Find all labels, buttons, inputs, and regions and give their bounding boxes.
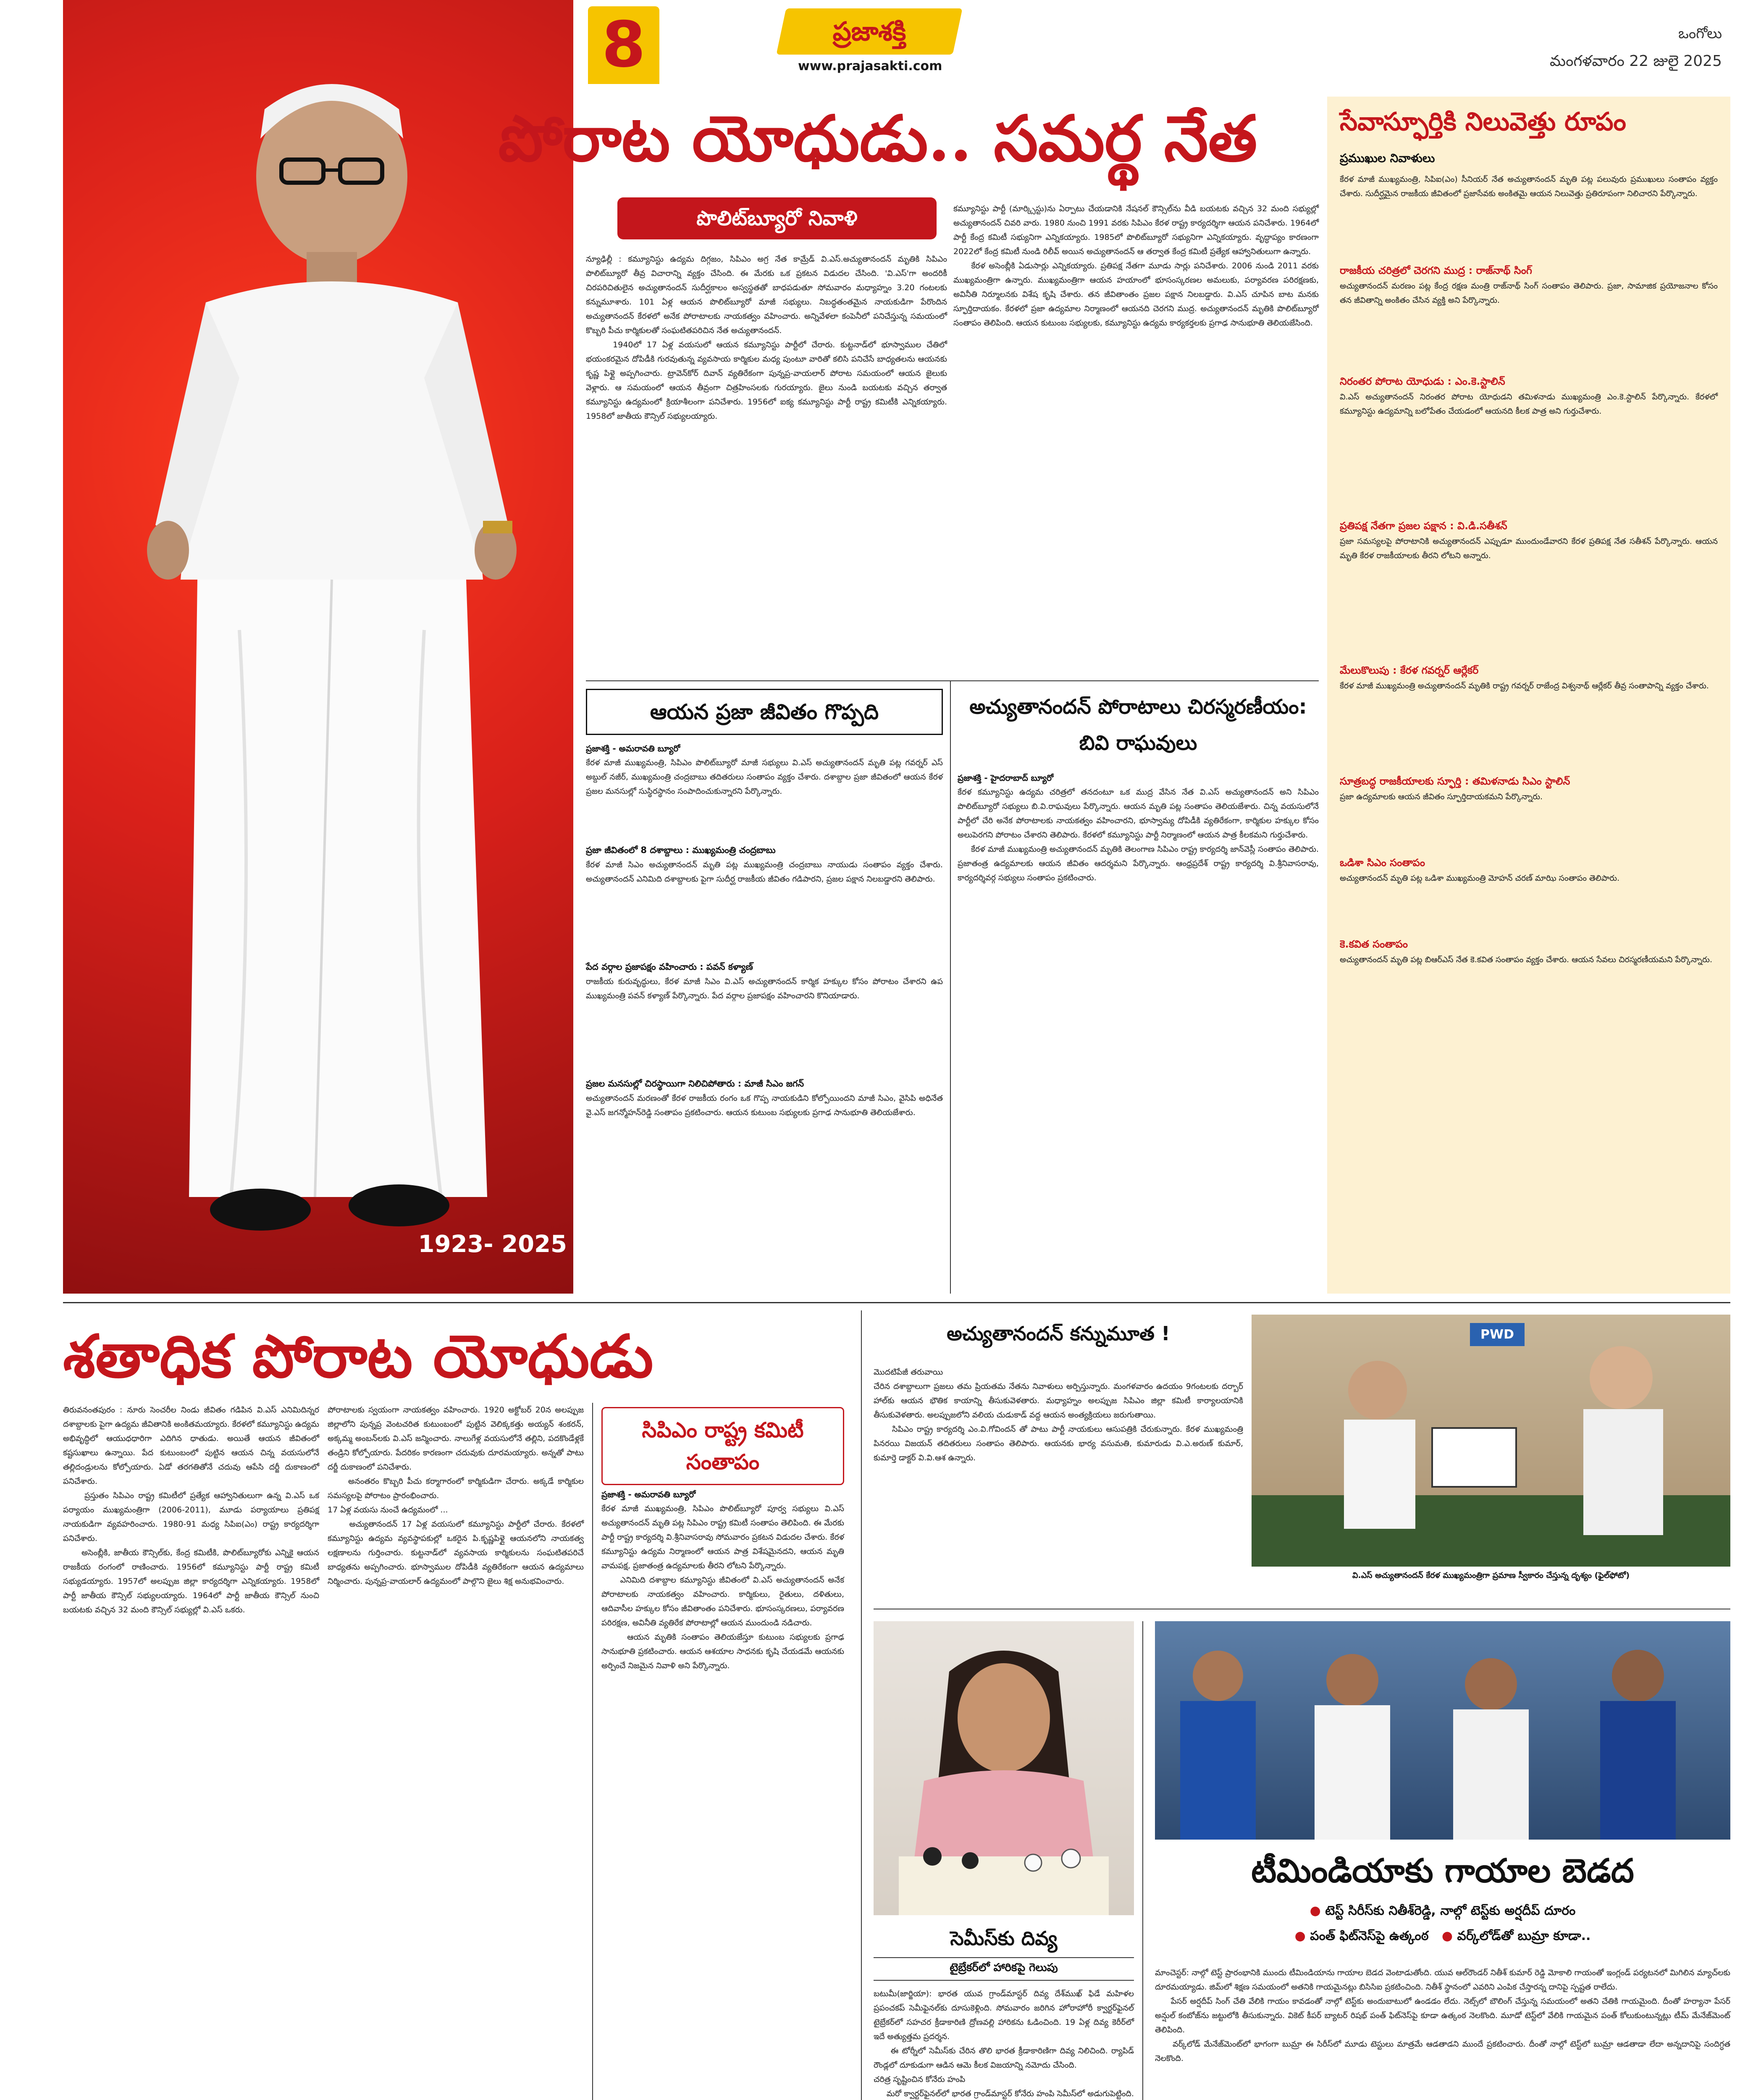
tribute-4 <box>1340 664 1718 767</box>
tribute-5 <box>1340 775 1718 848</box>
story-three-headline: అచ్యుతానందన్ పోరాటాలు చిరస్మరణీయం: బివి రాఘవులు <box>969 695 1307 755</box>
feature-body-col1: తిరువనంతపురం : నూరు సెంచరీల నిండు జీవితం గడిపిన వి.ఎస్ ఎనిమిదిన్నర దశాబ్దాలకు పైగా ఉద్యమ జీవితానికి అంకితమయ్యారు. కేరళలో కమ్యూనిస్టు ఉద్యమ అభివృద్ధిలో ఆయుధధారిగా ఎదిగిన ధాతుడు. అయితే ఆయన జీవితంలో కష్టసుఖాలు ఉన్నాయి. పేద కుటుంబంలో పుట్టిన ఆయన చిన్న వయసులోనే తల్లిదండ్రులను కోల్పోయారు. ఏడో తరగతితోనే చదువు ఆపేసి దర్జీ దుకాణంలో పనిచేశారు. ప్రస్తుతం సిపిఎం రాష్ట్ర కమిటీలో ప్రత్యేక ఆహ్వానితులుగా ఉన్న వి.ఎస్ ఒక పర్యాయం ముఖ్యమంత్రిగా (2006-2011), మూడు పర్యాయాలు ప్రతిపక్ష నాయకుడిగా వ్యవహరించారు. 1980-91 మధ్య సిపిఐ(ఎం) రాష్ట్ర కార్యదర్శిగా పనిచేశారు. అసెంబ్లీకి, జాతీయ కౌన్సిల్‌కు, కేంద్ర కమిటీకి, పొలిట్‌బ్యూరోకు ఎన్నికై ఆయన రాజకీయ రంగంలో రాణించారు. 1956లో కమ్యూనిస్టు పార్టీ రాష్ట్ర కమిటీ సభ్యుడయ్యారు. 1957లో అలప్పుజ జిల్లా కార్యదర్శిగా ఎన్నికయ్యారు. 1958లో పార్టీ జాతీయ కౌన్సిల్ సభ్యులయ్యారు. 1964లో పార్టీ జాతీయ కౌన్సిల్ నుంచి బయటకు వచ్చిన 32 మంది కౌన్సిల్ సభ్యుల్లో వి.ఎస్ ఒకరు. <box>63 1405 319 1614</box>
cricket-headline: టీమిండియాకు గాయాల బెడద <box>1251 1852 1634 1890</box>
swearing-in-illustration <box>1252 1315 1730 1567</box>
tribute-title: ఒడిశా సిఎం సంతాపం <box>1340 857 1425 869</box>
tribute-7 <box>1340 938 1718 1028</box>
website: www.prajasakti.com <box>798 59 942 74</box>
sidebar-headline: సేవాస్ఫూర్తికి నిలువెత్తు రూపం <box>1340 107 1626 136</box>
cricketers-illustration <box>1155 1621 1730 1840</box>
tribute-title: కె.కవిత సంతాపం <box>1340 938 1408 950</box>
story-three-content <box>958 773 1319 1294</box>
tribute-text: ప్రజా సమస్యలపై పోరాటానికి అచ్యుతానందన్ ఎప్పుడూ ముందుండేవారని కేరళ ప్రతిపక్ష నేత సతీశన్ పేర్కొన్నారు. ఆయన మృతి కేరళ రాజకీయాలకు తీరని లోటని అన్నారు. <box>1340 537 1721 560</box>
tribute-title: నిరంతర పోరాట యోధుడు : ఎం.కె.స్టాలిన్ <box>1340 375 1505 387</box>
story-two-sub3: ప్రజల మనసుల్లో చిరస్థాయిగా నిలిచిపోతారు : మాజీ సిఎం జగన్ <box>586 1079 804 1089</box>
divider <box>861 1310 862 2100</box>
death-headline: అచ్యుతానందన్ కన్నుమూత ! <box>947 1322 1170 1345</box>
divider <box>950 680 951 1294</box>
bullet-dot-icon: ● <box>1294 1929 1306 1943</box>
divider <box>1142 1621 1143 2100</box>
bullet-text: వర్క్‌లోడ్‌తో బుమ్రా కూడా.. <box>1457 1929 1591 1943</box>
condolence-body: కేరళ మాజీ ముఖ్యమంత్రి, సిపిఎం పొలిట్‌బ్యూరో పూర్వ సభ్యులు వి.ఎస్ అచ్యుతానందన్ మృతి పట్ల సిపిఎం రాష్ట్ర కమిటీ సంతాపం తెలిపింది. ఈ మేరకు పార్టీ రాష్ట్ర కార్యదర్శి వి.శ్రీనివాసరావు సోమవారం ప్రకటన విడుదల చేశారు. కేరళ కమ్యూనిస్టు ఉద్యమ నిర్మాణంలో ఆయన పాత్ర విశేషమైనదని, ఆయన మృతి వామపక్ష, ప్రజాతంత్ర ఉద్యమాలకు తీరని లోటని పేర్కొన్నారు. ఎనిమిది దశాబ్దాల కమ్యూనిస్టు జీవితంలో వి.ఎస్ అచ్యుతానందన్ అనేక పోరాటాలకు నాయకత్వం వహించారు. కార్మికులు, రైతులు, దళితులు, ఆదివాసీల హక్కుల కోసం జీవితాంతం పనిచేశారు. భూసంస్కరణలు, పర్యావరణ పరిరక్షణ, అవినీతి వ్యతిరేక పోరాటాల్లో ఆయన ముందుండి నడిచారు. ఆయన మృతికి సంతాపం తెలియజేస్తూ కుటుంబ సభ్యులకు ప్రగాఢ సానుభూతి ప్రకటించారు. ఆయన ఆశయాల సాధనకు కృషి చేయడమే ఆయనకు అర్పించే నిజమైన నివాళి అని పేర్కొన్నారు. <box>601 1504 844 1670</box>
chess-subhead: టైబ్రేకర్‌లో హారికపై గెలుపు <box>874 1957 1134 1981</box>
feature-body-col2: పోరాటాలకు స్వయంగా నాయకత్వం వహించారు. 1920 అక్టోబర్ 20న అలప్పుజ జిల్లాలోని పున్నప్ర వెంటచరిత కుటుంబంలో పుట్టిన వెలిక్కకత్తు అయ్యన్ శంకరన్, అక్కమ్మ అంబన్‌లకు వి.ఎస్ జన్మించారు. నాలుగేళ్ల వయసులోనే తల్లిని, పదకొండేళ్లకే తండ్రిని కోల్పోయారు. పేదరికం కారణంగా చదువుకు దూరమయ్యారు. అన్నతో పాటు దర్జీ దుకాణంలో పనిచేశారు. అనంతరం కొబ్బరి పీచు కర్మాగారంలో కార్మికుడిగా చేరారు. అక్కడే కార్మికుల సమస్యలపై పోరాటం ప్రారంభించారు. 17 ఏళ్ల వయసు నుంచే ఉద్యమంలో ... అచ్యుతానందన్ 17 ఏళ్ల వయసులో కమ్యూనిస్టు పార్టీలో చేరారు. కేరళలో కమ్యూనిస్టు ఉద్యమ వ్యవస్థాపకుల్లో ఒకరైన పి.కృష్ణపిళ్లై ఆయనలోని నాయకత్వ లక్షణాలను గుర్తించారు. కుట్టనాడ్‌లో వ్యవసాయ కార్మికులను సంఘటితపరిచే బాధ్యతను అప్పగించారు. భూస్వాముల దోపిడీకి వ్యతిరేకంగా ఆయన ఉద్యమాలు నిర్మించారు. పున్నప్ర-వాయలార్ ఉద్యమంలో పాల్గొని జైలు శిక్ష అనుభవించారు. <box>328 1405 584 1586</box>
condolence-title-box <box>601 1407 844 1485</box>
story-two-headline-box <box>586 689 943 735</box>
story-three-body: కేరళ కమ్యూనిస్టు ఉద్యమ చరిత్రలో తనదంటూ ఒక ముద్ర వేసిన నేత వి.ఎస్ అచ్యుతానందన్ అని సిపిఎం పొలిట్‌బ్యూరో సభ్యులు బి.వి.రాఘవులు పేర్కొన్నారు. ఆయన మృతి పట్ల సంతాపం తెలియజేశారు. చిన్న వయసులోనే పార్టీలో చేరి అనేక పోరాటాలకు నాయకత్వం వహించారని, భూస్వామ్య దోపిడీకి వ్యతిరేకంగా, కార్మికుల హక్కుల కోసం అలుపెరగని పోరాటం చేశారని తెలిపారు. కేరళలో కమ్యూనిస్టు పార్టీ నిర్మాణంలో ఆయన పాత్ర కీలకమని గుర్తుచేశారు. కేరళ మాజీ ముఖ్యమంత్రి అచ్యుతానందన్ మృతికి తెలంగాణ సిపిఎం రాష్ట్ర కార్యదర్శి జాన్‌వెస్లీ సంతాపం తెలిపారు. ప్రజాతంత్ర ఉద్యమాలకు ఆయన జీవితం ఆదర్శమని పేర్కొన్నారు. ఆంధ్రప్రదేశ్ రాష్ట్ర కార్యదర్శి వి.శ్రీనివాసరావు, కార్యదర్శివర్గ సభ్యులు సంతాపం ప్రకటించారు. <box>958 788 1319 882</box>
story-two-sub2: పేద వర్గాల ప్రజాపక్షం వహించారు : పవన్ కళ్యాణ్ <box>586 962 753 972</box>
story-two-sub1: ప్రజా జీవితంలో 8 దశాబ్దాలు : ముఖ్యమంత్రి చంద్రబాబు <box>586 845 776 855</box>
edition-name: ఒంగోలు <box>1678 25 1722 42</box>
tribute-title: రాజకీయ చరిత్రలో చెరగని ముద్ర : రాజ్‌నాథ్ సింగ్ <box>1340 265 1532 276</box>
tribute-title: మేలుకొలుపు : కేరళ గవర్నర్ ఆర్లేకర్ <box>1340 664 1479 676</box>
tribute-text: అచ్యుతానందన్ మృతి పట్ల బిఆర్ఎస్ నేత కె.కవిత సంతాపం వ్యక్తం చేశారు. ఆయన సేవలు చిరస్మరణీయమని పేర్కొన్నారు. <box>1340 955 1713 964</box>
bullet-dot-icon: ● <box>1310 1903 1321 1918</box>
story-two-body: కేరళ మాజీ ముఖ్యమంత్రి, సిపిఎం పొలిట్‌బ్యూరో మాజీ సభ్యులు వి.ఎస్ అచ్యుతానందన్ మృతి పట్ల గవర్నర్ ఎస్ అబ్దుల్ నజీర్, ముఖ్యమంత్రి చంద్రబాబు తదితరులు సంతాపం వ్యక్తం చేశారు. దశాబ్దాల ప్రజా జీవితంలో ఆయన కేరళ ప్రజల మనసుల్లో సుస్థిరస్థానం సంపాదించుకున్నారని పేర్కొన్నారు. <box>586 758 946 796</box>
issue-date: మంగళవారం 22 జులై 2025 <box>1549 52 1722 70</box>
chess-player-illustration <box>874 1621 1134 1915</box>
sidebar-intro: కేరళ మాజీ ముఖ్యమంత్రి, సిపిఐ(ఎం) సీనియర్ నేత అచ్యుతానందన్ మృతి పట్ల పలువురు ప్రముఖులు సంతాపం వ్యక్తం చేశారు. సుదీర్ఘమైన రాజకీయ జీవితంలో ప్రజాసేవకు అంకితమై ఆయన నిలువెత్తు ప్రతిరూపంగా నిలిచారని పేర్కొన్నారు. <box>1340 175 1721 198</box>
chess-headline: సెమీస్‌కు దివ్య <box>950 1927 1058 1950</box>
tribute-text: ప్రజా ఉద్యమాలకు ఆయన జీవితం స్ఫూర్తిదాయకమని పేర్కొన్నారు. <box>1340 792 1543 801</box>
death-body: మొదటిపేజీ తరువాయి చేరిన దశాబ్దాలుగా ప్రజలు తమ ప్రియతమ నేతను నివాళులు అర్పిస్తున్నారు. మంగళవారం ఉదయం 9గంటలకు దర్బార్ హాల్‌కు ఆయన భౌతిక కాయాన్ని తీసుకువెళతారు. మధ్యాహ్నం అలప్పుజ సిపిఎం జిల్లా కమిటీ కార్యాలయానికి తీసుకువెళతారు. అలప్పుజలోని వలియ చుడుకాడ్ వద్ద ఆయన అంత్యక్రియలు జరుగుతాయి. సిపిఎం రాష్ట్ర కార్యదర్శి ఎం.వి.గోవిందన్ తో పాటు పార్టీ నాయకులు ఆసుపత్రికి చేరుకున్నారు. కేరళ ముఖ్యమంత్రి పినరయి విజయన్ తదితరులు సంతాపం తెలిపారు. ఆయనకు భార్య వసుమతి, కుమారుడు వి.ఎ.అరుణ్ కుమార్, కుమార్తె డాక్టర్ వి.వి.ఆశ ఉన్నారు. <box>874 1368 1243 1462</box>
tribute-text: అచ్యుతానందన్ మృతి పట్ల ఒడిశా ముఖ్యమంత్రి మోహన్ చరణ్ మాఝి సంతాపం తెలిపారు. <box>1340 874 1620 883</box>
page-number: 8 <box>601 8 646 81</box>
story-two-body3: రాజకీయ కురువృద్ధులు, కేరళ మాజీ సిఎం వి.ఎస్ అచ్యుతానందన్ కార్మిక హక్కుల కోసం పోరాటం చేశారని ఉప ముఖ్యమంత్రి పవన్ కళ్యాణ్ పేర్కొన్నారు. పేద వర్గాల ప్రజాపక్షం వహించారని కొనియాడారు. <box>586 977 946 1000</box>
story-two-headline: ఆయన ప్రజా జీవితం గొప్పది <box>650 700 879 724</box>
cricket-body: మాంచెస్టర్: నాల్గో టెస్ట్ ప్రారంభానికి ముందు టీమిండియాను గాయాల బెడద వెంటాడుతోంది. యువ ఆల్‌రౌండర్ నితీశ్ కుమార్ రెడ్డి మోకాలి గాయంతో ఇంగ్లండ్ పర్యటనలో మిగిలిన మ్యాచ్‌లకు దూరమయ్యాడు. జిమ్‌లో శిక్షణ సమయంలో అతనికి గాయమైనట్లు బిసిసిఐ ప్రకటించింది. నితీశ్ స్థానంలో ఎవరిని ఎంపిక చేస్తారన్న దానిపై స్పష్టత రాలేదు. పేసర్ అర్షదీప్ సింగ్ చేతి వేలికి గాయం కావడంతో నాల్గో టెస్ట్‌కు అందుబాటులో ఉండడం లేదు. నెట్స్‌లో బౌలింగ్ చేస్తున్న సమయంలో అతని చేతికి గాయమైంది. దీంతో హర్యానా పేసర్ అన్షుల్ కంబోజ్‌ను జట్టులోకి తీసుకున్నారు. వికెట్ కీపర్ బ్యాటర్ రిషభ్ పంత్ ఫిట్‌నెస్‌పై కూడా ఉత్కంఠ నెలకొంది. మూడో టెస్ట్‌లో వేలికి గాయమైన పంత్ కోలుకుంటున్నట్లు టీమ్ మేనేజ్‌మెంట్ తెలిపింది. వర్క్‌లోడ్ మేనేజ్‌మెంట్‌లో భాగంగా బుమ్రా ఈ సిరీస్‌లో మూడు టెస్టులు మాత్రమే ఆడతాడని ముందే ప్రకటించారు. దీంతో నాల్గో టెస్ట్‌లో బుమ్రా ఆడతాడా లేదా అన్నదానిపై సందిగ్ధత నెలకొంది. <box>1155 1968 1730 2063</box>
story-three-dateline: ప్రజాశక్తి - హైదరాబాద్ బ్యూరో <box>958 773 1054 783</box>
cricket-bullet-1 <box>1155 1898 1730 1924</box>
sidebar-panel <box>1327 97 1730 1294</box>
story-two-content <box>586 743 946 1294</box>
vs-achuthanandan-portrait <box>63 0 573 1294</box>
tribute-title: సూత్రబద్ధ రాజకీయాలకు స్ఫూర్తి : తమిళనాడు సిఎం స్టాలిన్ <box>1340 775 1570 787</box>
swearing-in-caption: వి.ఎస్ అచ్యుతానందన్ కేరళ ముఖ్యమంత్రిగా ప్రమాణ స్వీకారం చేస్తున్న దృశ్యం (ఫైల్‌ఫోటో) <box>1352 1571 1630 1580</box>
tribute-title: ప్రతిపక్ష నేతగా ప్రజల పక్షాన : వి.డి.సతీశన్ <box>1340 520 1507 532</box>
tribute-2 <box>1340 375 1721 512</box>
lead-photo-panel <box>63 0 573 1294</box>
sidebar-subhead: ప్రముఖుల నివాళులు <box>1340 151 1435 165</box>
tribute-6 <box>1340 857 1718 930</box>
tribute-text: అచ్యుతానందన్ మరణం పట్ల కేంద్ర రక్షణ మంత్రి రాజ్‌నాథ్ సింగ్ సంతాపం తెలిపారు. ప్రజా, సామాజిక ప్రయోజనాల కోసం తన జీవితాన్ని అంకితం చేసిన వ్యక్తి అని పేర్కొన్నారు. <box>1340 281 1721 305</box>
lead-kicker <box>617 197 937 239</box>
section-divider <box>63 1302 1730 1303</box>
cricket-bullet-row <box>1155 1924 1730 1949</box>
condolence-title: సిపిఎం రాష్ట్ర కమిటీ సంతాపం <box>642 1418 804 1474</box>
story-two-body4: అచ్యుతానందన్ మరణంతో కేరళ రాజకీయ రంగం ఒక గొప్ప నాయకుడిని కోల్పోయిందని మాజీ సిఎం, వైసిపి అధినేత వై.ఎస్ జగన్మోహన్‌రెడ్డి సంతాపం ప్రకటించారు. ఆయన కుటుంబ సభ్యులకు ప్రగాఢ సానుభూతి తెలియజేశారు. <box>586 1094 946 1117</box>
bullet-dot-icon: ● <box>1441 1929 1453 1943</box>
masthead-logo <box>776 8 962 55</box>
divya-photo <box>874 1621 1134 1915</box>
lead-body-col2: కమ్యూనిస్టు పార్టీ (మార్క్సిస్టు)ను ఏర్పాటు చేయడానికి నేషనల్ కౌన్సిల్‌ను వీడి బయటకు వచ్చిన 32 మంది సభ్యుల్లో అచ్యుతానందన్ చివరి వారు. 1980 నుంచి 1991 వరకు సిపిఎం కేరళ రాష్ట్ర కార్యదర్శిగా ఆయన పనిచేశారు. 1964లో పార్టీ కేంద్ర కమిటీ సభ్యునిగా ఎన్నికయ్యారు. 1985లో పొలిట్‌బ్యూరో సభ్యునిగా ఎన్నికయ్యారు. వృద్ధాప్యం కారణంగా 2022లో కేంద్ర కమిటీ నుండి రిలీవ్ అయిన అచ్యుతానందన్ ఆ తర్వాత కేంద్ర కమిటీ ప్రత్యేక ఆహ్వానితులుగా ఉన్నారు. కేరళ అసెంబ్లీకి ఏడుసార్లు ఎన్నికయ్యారు. ప్రతిపక్ష నేతగా మూడు సార్లు పనిచేశారు. 2006 నుండి 2011 వరకు ముఖ్యమంత్రిగా ఉన్నారు. ముఖ్యమంత్రిగా ఆయన హయాంలో భూసంస్కరణల అమలుకు, పర్యావరణ పరిరక్షణకు, అవినీతి నిర్మూలనకు విశేష కృషి చేశారు. తన జీవితాంతం ప్రజల పక్షాన నిలబడ్డారు. వి.ఎస్ చూపిన బాట మనకు స్ఫూర్తిదాయకం. కేరళలో ప్రజా ఉద్యమాల నిర్మాణంలో ఆయనది చెరగని ముద్ర. అచ్యుతానందన్ మృతికి పొలిట్‌బ్యూరో సంతాపం తెలిపింది. ఆయన కుటుంబ సభ్యులకు, కమ్యూనిస్టు ఉద్యమ కార్యకర్తలకు ప్రగాఢ సానుభూతి తెలియజేసింది. <box>953 204 1319 328</box>
paper-name: ప్రజాశక్తి <box>832 16 906 47</box>
story-two-dateline: ప్రజాశక్తి - అమరావతి బ్యూరో <box>586 743 680 753</box>
chess-body: బటుమీ(జార్జియా): భారత యువ గ్రాండ్‌మాస్టర్ దివ్య దేశ్‌ముఖ్ ఫిడే మహిళల ప్రపంచకప్ సెమీఫైనల్‌కు దూసుకెళ్లింది. సోమవారం జరిగిన హోరాహోరీ క్వార్టర్‌ఫైనల్ టైబ్రేకర్‌లో సహచర క్రీడాకారిణి ద్రోణవల్లి హారికను ఓడించింది. 19 ఏళ్ల దివ్య కెరీర్‌లో ఇదే అత్యుత్తమ ప్రదర్శన. ఈ టోర్నీలో సెమీస్‌కు చేరిన తొలి భారత క్రీడాకారిణిగా దివ్య నిలిచింది. ర్యాపిడ్ రౌండ్లలో దూకుడుగా ఆడిన ఆమె కీలక విజయాన్ని నమోదు చేసింది. చరిత్ర సృష్టించిన కోనేరు హంపి మరో క్వార్టర్‌ఫైనల్‌లో భారత గ్రాండ్‌మాస్టర్ కోనేరు హంపి సెమీస్‌లో అడుగుపెట్టింది. <box>874 1989 1134 2098</box>
condolence-dateline: ప్రజాశక్తి - అమరావతి బ్యూరో <box>601 1489 696 1499</box>
bullet-text: పంత్ ఫిట్‌నెస్‌పై ఉత్కంఠ <box>1310 1929 1429 1943</box>
kicker-text: పొలిట్‌బ్యూరో నివాళి <box>696 207 858 230</box>
photo-years: 1923- 2025 <box>418 1231 567 1258</box>
divider <box>586 680 1319 681</box>
swearing-in-photo <box>1252 1315 1730 1567</box>
condolence-box <box>592 1403 853 2100</box>
feature-headline: శతాధిక పోరాట యోధుడు <box>63 1322 653 1391</box>
story-two-body2: కేరళ మాజీ సిఎం అచ్యుతానందన్ మృతి పట్ల ముఖ్యమంత్రి చంద్రబాబు నాయుడు సంతాపం వ్యక్తం చేశారు. అచ్యుతానందన్ ఎనిమిది దశాబ్దాలకు పైగా సుదీర్ఘ రాజకీయ జీవితం గడిపారని, ప్రజల పక్షాన నిలబడ్డారని తెలిపారు. <box>586 860 946 884</box>
lead-body-col1: న్యూఢిల్లీ : కమ్యూనిస్టు ఉద్యమ దిగ్గజం, సిపిఎం అగ్ర నేత కామ్రేడ్ వి.ఎస్.అచ్యుతానందన్ మృతికి సిపిఎం పొలిట్‌బ్యూరో తీవ్ర విచారాన్ని వ్యక్తం చేసింది. ఈ మేరకు ఒక ప్రకటన విడుదల చేసింది. 'వి.ఎస్'గా అందరికీ చిరపరిచితులైన అచ్యుతానందన్ సుదీర్ఘకాలం అస్వస్థతతో బాధపడుతూ సోమవారం మధ్యాహ్నం 3.20 గంటలకు కన్నుమూశారు. 101 ఏళ్ల ఆయన పొలిట్‌బ్యూరో మాజీ సభ్యులు. నిబద్ధతంతమైన నాయకుడిగా పేరొందిన అచ్యుతానందన్ కేరళలో అనేక పోరాటాలకు నాయకత్వం వహించారు. అన్నివేళలా కంపెనీలో పనిచేస్తున్న సమయంలో కొబ్బరి పీచు కార్మికులతో సంఘటితపరిచిన నేత అచ్యుతానందన్. 1940లో 17 ఏళ్ల వయసులో ఆయన కమ్యూనిస్టు పార్టీలో చేరారు. కుట్టనాడ్‌లో భూస్వాముల చేతిలో భయంకరమైన దోపిడీకి గురవుతున్న వ్యవసాయ కార్మికుల మధ్య పుంటూ వారితో కలిసి పనిచేసే బాధ్యతలను ఆయనకు కృష్ణ పిళ్లై అప్పగించారు. ట్రావెన్‌కోర్ దివాన్ వ్యతిరేకంగా పున్నప్ర-వాయలార్ పోరాట సమయంలో ఆయన జైలుకు వెళ్లారు. ఆ సమయంలో ఆయన తీవ్రంగా చిత్రహింసలకు గురయ్యారు. జైలు నుండి బయటకు వచ్చిన తర్వాత కమ్యూనిస్టు ఉద్యమంలో క్రియాశీలంగా పనిచేశారు. 1956లో ఐక్య కమ్యూనిస్టు పార్టీ రాష్ట్ర కమిటీకి ఎన్నికయ్యారు. 1958లో జాతీయ కౌన్సిల్ సభ్యులయ్యారు. <box>586 255 947 421</box>
cricket-bullets <box>1155 1898 1730 1961</box>
page-number-badge <box>588 6 659 84</box>
cricketers-photo <box>1155 1621 1730 1840</box>
tribute-3 <box>1340 520 1721 656</box>
lead-headline: పోరాట యోధుడు.. సమర్థ నేత <box>498 102 1257 176</box>
bullet-text: టెస్ట్ సిరీస్‌కు నితీశ్‌రెడ్డి, నాల్గో టెస్ట్‌కు అర్షదీప్ దూరం <box>1325 1903 1576 1918</box>
tribute-text: వి.ఎస్ అచ్యుతానందన్ నిరంతర పోరాట యోధుడని తమిళనాడు ముఖ్యమంత్రి ఎం.కె.స్టాలిన్ పేర్కొన్నారు. కేరళలో కమ్యూనిస్టు ఉద్యమాన్ని బలోపేతం చేయడంలో ఆయనది కీలక పాత్ర అని గుర్తుచేశారు. <box>1340 392 1721 416</box>
pwd-sign: PWD <box>1480 1327 1514 1342</box>
tribute-1 <box>1340 265 1721 367</box>
tribute-text: కేరళ మాజీ ముఖ్యమంత్రి అచ్యుతానందన్ మృతికి రాష్ట్ర గవర్నర్ రాజేంద్ర విశ్వనాథ్ ఆర్లేకర్ తీవ్ర సంతాపాన్ని వ్యక్తం చేశారు. <box>1340 681 1709 690</box>
